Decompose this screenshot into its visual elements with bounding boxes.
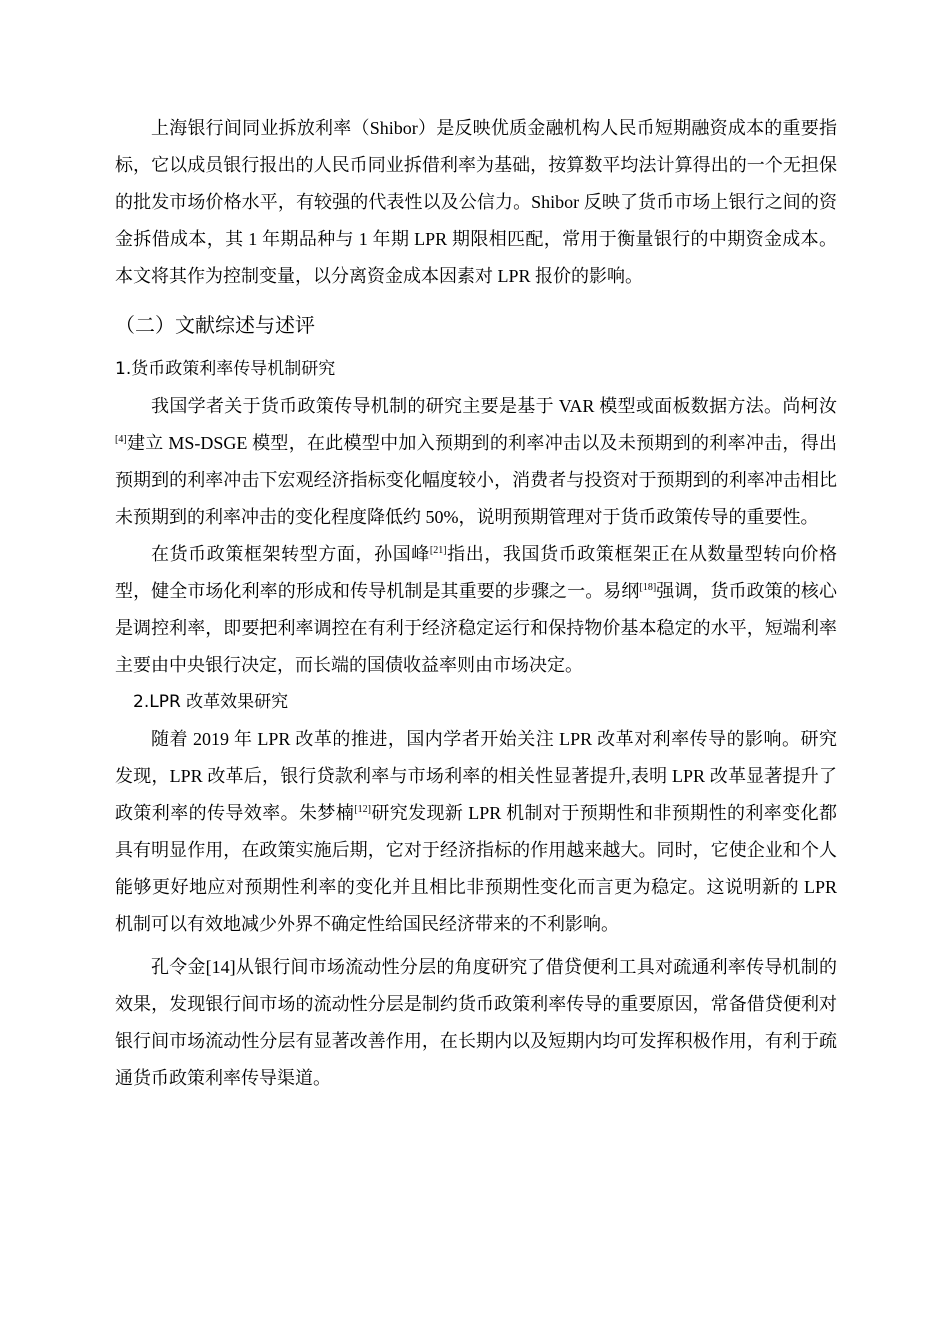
- paragraph-text: 在货币政策框架转型方面，孙国峰: [151, 544, 430, 564]
- section-heading-literature-review: （二）文献综述与述评: [115, 313, 315, 337]
- citation-ref: [21]: [429, 545, 447, 556]
- citation-ref: [4]: [115, 434, 127, 445]
- page-content: [115, 110, 837, 1097]
- paragraph-text: 上海银行间同业拆放利率（Shibor）是反映优质金融机构人民币短期融资成本的重要指标，它以成员银行报出的人民币同业拆借利率为基础，按算数平均法计算得出的一个无担保的批发市场价格水平，有较强的代表性以及公信力。Shibor 反映了货币市场上银行之间的资金拆借成本，其 1 年期品种与 1 年期 LPR 期限相匹配，常用于衡量银行的中期资金成本。本文将其作为控制变量，以分离资金成本因素对 LPR 报价的影响。: [115, 118, 837, 286]
- paragraph-text: 孔令金[14]从银行间市场流动性分层的角度研究了借贷便利工具对疏通利率传导机制的效果，发现银行间市场的流动性分层是制约货币政策利率传导的重要原因，常备借贷便利对银行间市场流动性分层有显著改善作用，在长期内以及短期内均可发挥积极作用，有利于疏通货币政策利率传导渠道。: [115, 957, 837, 1088]
- citation-ref: [12]: [354, 804, 371, 815]
- subheading-lpr-reform-effects: 2.LPR 改革效果研究: [133, 692, 289, 712]
- paragraph-policy-framework: [115, 536, 837, 684]
- paragraph-text: 建立 MS-DSGE 模型，在此模型中加入预期到的利率冲击以及未预期到的利率冲击，得出预期到的利率冲击下宏观经济指标变化幅度较小，消费者与投资对于预期到的利率冲击相比未预期到的利率冲击的变化程度降低约 50%，说明预期管理对于货币政策传导的重要性。: [115, 433, 837, 527]
- paragraph-text: 我国学者关于货币政策传导机制的研究主要是基于 VAR 模型或面板数据方法。尚柯汝: [151, 396, 837, 416]
- paragraph-text: 指出，我国货币政策框架正在从数量型转向价格型，健全市场化利率的形成和传导机制是其重要的步骤之一。易纲: [115, 544, 838, 601]
- paragraph-text: 随着 2019 年 LPR 改革的推进，国内学者开始关注 LPR 改革对利率传导的影响。研究发现，LPR 改革后，银行贷款利率与市场利率的相关性显著提升,表明 LPR 改革显著提升了政策利率的传导效率。朱梦楠: [115, 729, 837, 823]
- paragraph-liquidity-stratification: [115, 949, 837, 1097]
- paragraph-text: 研究发现新 LPR 机制对于预期性和非预期性的利率变化都具有明显作用，在政策实施后期，它对于经济指标的作用越来越大。同时，它使企业和个人能够更好地应对预期性利率的变化并且相比非预期性变化而言更为稳定。这说明新的 LPR 机制可以有效地减少外界不确定性给国民经济带来的不利影响。: [115, 803, 838, 934]
- paragraph-text: 强调，货币政策的核心是调控利率，即要把利率调控在有利于经济稳定运行和保持物价基本稳定的水平，短端利率主要由中央银行决定，而长端的国债收益率则由市场决定。: [115, 581, 838, 675]
- paragraph-lpr-reform: [115, 721, 837, 943]
- citation-ref: [18]: [639, 582, 657, 593]
- subheading-monetary-policy-transmission: 1.货币政策利率传导机制研究: [115, 359, 336, 379]
- paragraph-shibor: [115, 110, 837, 295]
- paragraph-var-models: [115, 388, 837, 536]
